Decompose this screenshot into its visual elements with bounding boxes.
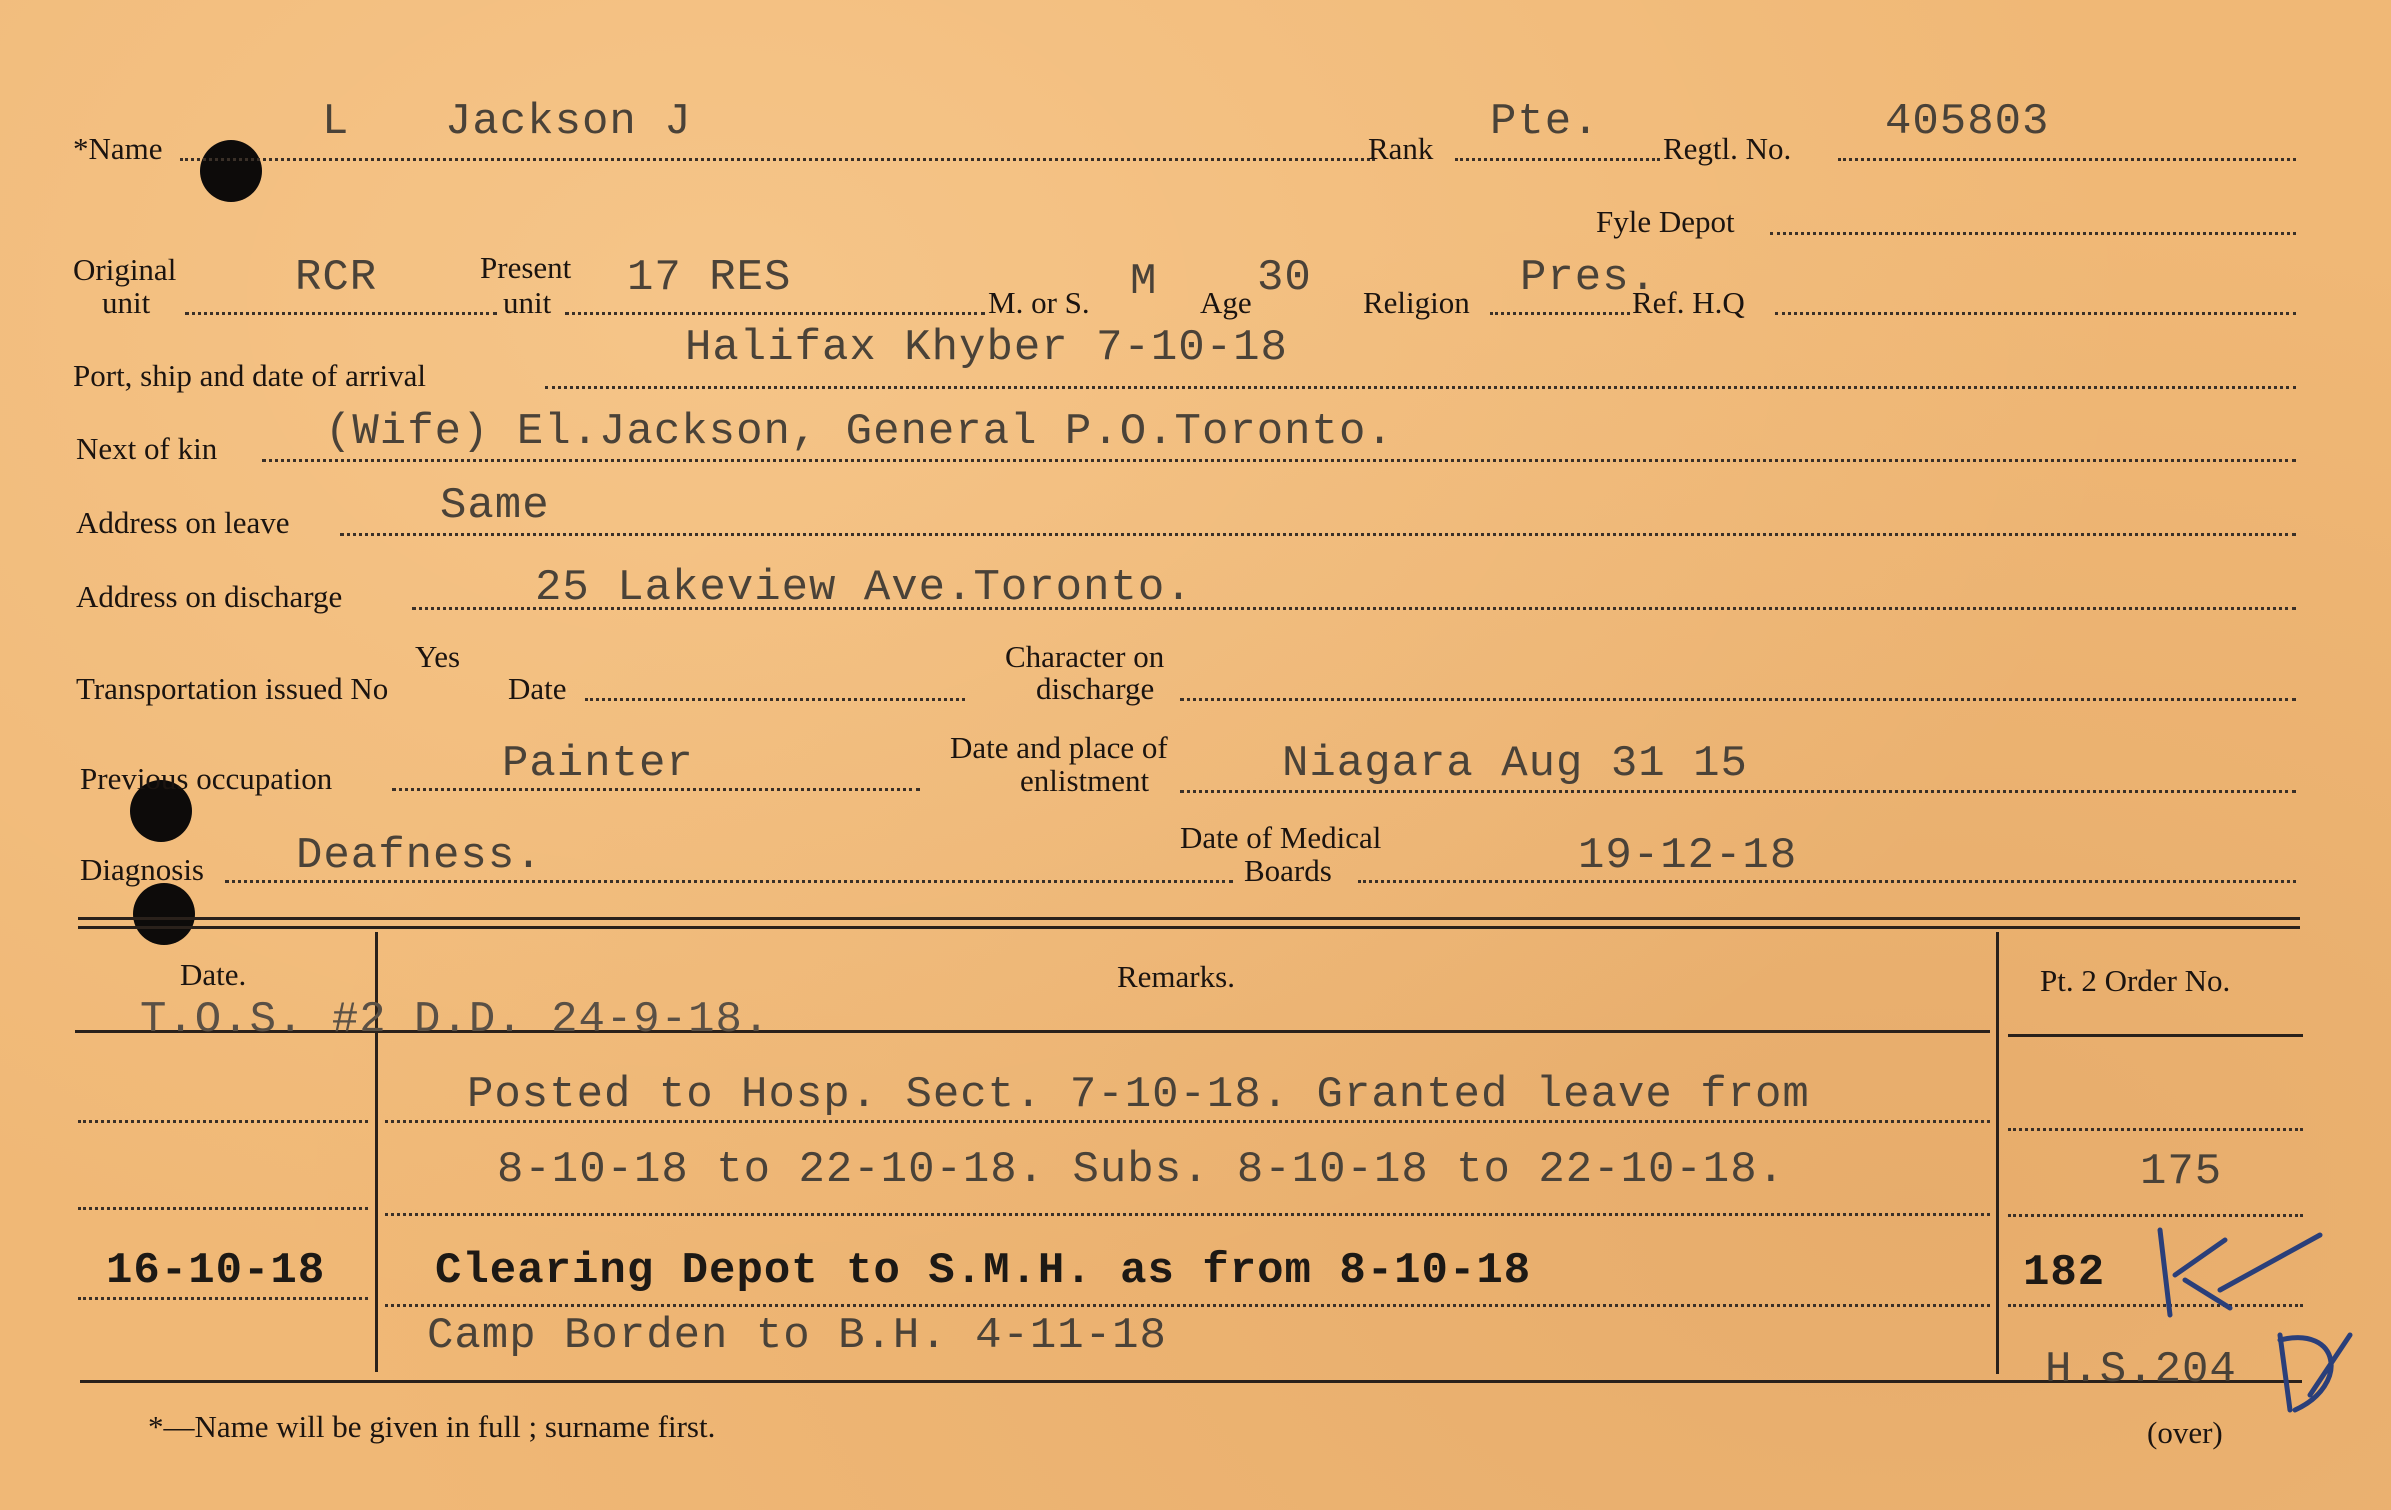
transport-date-label: Date [508, 671, 567, 706]
remarks-row-5: Camp Borden to B.H. 4-11-18 [427, 1311, 1167, 1361]
present-unit-label-1: Present [480, 250, 572, 285]
name-value: Jackson J [445, 97, 692, 147]
footnote: *—Name will be given in full ; surname first. [148, 1409, 716, 1444]
fyle-depot-dots [1770, 232, 2296, 235]
order-row-4: 182 [2023, 1248, 2106, 1298]
ref-hq-dots [1775, 312, 2296, 315]
address-discharge-value: 25 Lakeview Ave.Toronto. [535, 563, 1193, 613]
religion-label: Religion [1363, 285, 1470, 320]
remarks-row-3: 8-10-18 to 22-10-18. Subs. 8-10-18 to 22-10-18. [497, 1145, 1786, 1195]
handwritten-initial-mark [2250, 1315, 2360, 1425]
port-dots [545, 386, 2296, 389]
yes-label: Yes [415, 639, 461, 674]
enlistment-label-1: Date and place of [950, 730, 1168, 765]
table-row-line-1c [2008, 1128, 2303, 1131]
table-row-line-3a [78, 1297, 368, 1300]
m-or-s-label: M. or S. [988, 285, 1090, 320]
next-of-kin-label: Next of kin [76, 431, 218, 466]
rank-label: Rank [1368, 131, 1434, 166]
age-label: Age [1200, 285, 1252, 320]
regtl-no-dots [1838, 158, 2296, 161]
character-label-1: Character on [1005, 639, 1165, 674]
rank-dots [1455, 158, 1660, 161]
table-row-line-1b [385, 1120, 1990, 1123]
fyle-depot-label: Fyle Depot [1596, 204, 1735, 239]
table-row-line-3b [385, 1304, 1990, 1307]
next-of-kin-dots [262, 459, 2296, 462]
address-discharge-label: Address on discharge [76, 579, 343, 614]
ref-hq-label: Ref. H.Q [1632, 285, 1745, 320]
regtl-no-value: 405803 [1885, 97, 2050, 147]
remarks-row-2: Posted to Hosp. Sect. 7-10-18. Granted leave from [467, 1070, 1810, 1120]
name-dots [180, 158, 1375, 161]
table-col-divider-2 [1996, 932, 1999, 1374]
diagnosis-label: Diagnosis [80, 852, 204, 887]
transport-date-dots [585, 698, 965, 701]
punch-hole-bottom [133, 883, 195, 945]
remarks-row-4: Clearing Depot to S.M.H. as from 8-10-18 [435, 1246, 1532, 1296]
port-label: Port, ship and date of arrival [73, 358, 426, 393]
remarks-row-1: T.O.S. #2 D.D. 24-9-18. [140, 995, 771, 1045]
address-leave-dots [340, 533, 2296, 536]
order-row-5: H.S.204 [2045, 1345, 2237, 1395]
original-unit-dots [185, 312, 497, 315]
table-row-line-1a [78, 1120, 368, 1123]
present-unit-label-2: unit [503, 285, 552, 320]
col-remarks-header: Remarks. [1117, 959, 1235, 994]
table-top-rule-1 [78, 917, 2300, 920]
original-unit-label-1: Original [73, 252, 177, 287]
regtl-no-label: Regtl. No. [1663, 131, 1792, 166]
religion-value: Pres. [1520, 253, 1658, 303]
table-top-rule-2 [78, 926, 2300, 929]
enlistment-value: Niagara Aug 31 15 [1282, 739, 1748, 789]
order-row-3: 175 [2140, 1147, 2223, 1197]
table-row-line-2c [2008, 1214, 2303, 1217]
col-date-header: Date. [180, 957, 247, 992]
transportation-label: Transportation issued No [76, 671, 389, 706]
address-leave-value: Same [440, 481, 550, 531]
religion-dots [1490, 312, 1630, 315]
port-value: Halifax Khyber 7-10-18 [685, 323, 1288, 373]
table-header-rule-order [2008, 1034, 2303, 1037]
name-initial: L [322, 97, 350, 147]
next-of-kin-value: (Wife) El.Jackson, General P.O.Toronto. [325, 407, 1394, 457]
diagnosis-value: Deafness. [296, 831, 543, 881]
col-order-header: Pt. 2 Order No. [2040, 963, 2231, 998]
rank-value: Pte. [1490, 97, 1600, 147]
character-label-2: discharge [1036, 671, 1155, 706]
handwritten-check-mark [2150, 1220, 2330, 1330]
previous-occupation-label: Previous occupation [80, 761, 333, 796]
original-unit-label-2: unit [102, 285, 151, 320]
table-row-line-2a [78, 1207, 368, 1210]
date-row-4: 16-10-18 [106, 1246, 326, 1296]
name-label: *Name [73, 131, 163, 166]
medical-boards-value: 19-12-18 [1578, 831, 1798, 881]
medical-boards-label-2: Boards [1244, 853, 1332, 888]
original-unit-value: RCR [295, 253, 378, 303]
table-row-line-2b [385, 1213, 1990, 1216]
over-label: (over) [2147, 1415, 2223, 1450]
table-bottom-rule [80, 1380, 2302, 1383]
punch-hole-top [200, 140, 262, 202]
enlistment-label-2: enlistment [1020, 763, 1150, 798]
previous-occupation-value: Painter [502, 739, 694, 789]
medical-boards-dots [1358, 880, 2296, 883]
m-or-s-value: M [1130, 257, 1158, 307]
present-unit-value: 17 RES [627, 253, 792, 303]
medical-boards-label-1: Date of Medical [1180, 820, 1382, 855]
present-unit-dots [565, 312, 985, 315]
enlistment-dots [1180, 790, 2296, 793]
character-dots [1180, 698, 2296, 701]
age-value: 30 [1257, 253, 1312, 303]
address-leave-label: Address on leave [76, 505, 290, 540]
